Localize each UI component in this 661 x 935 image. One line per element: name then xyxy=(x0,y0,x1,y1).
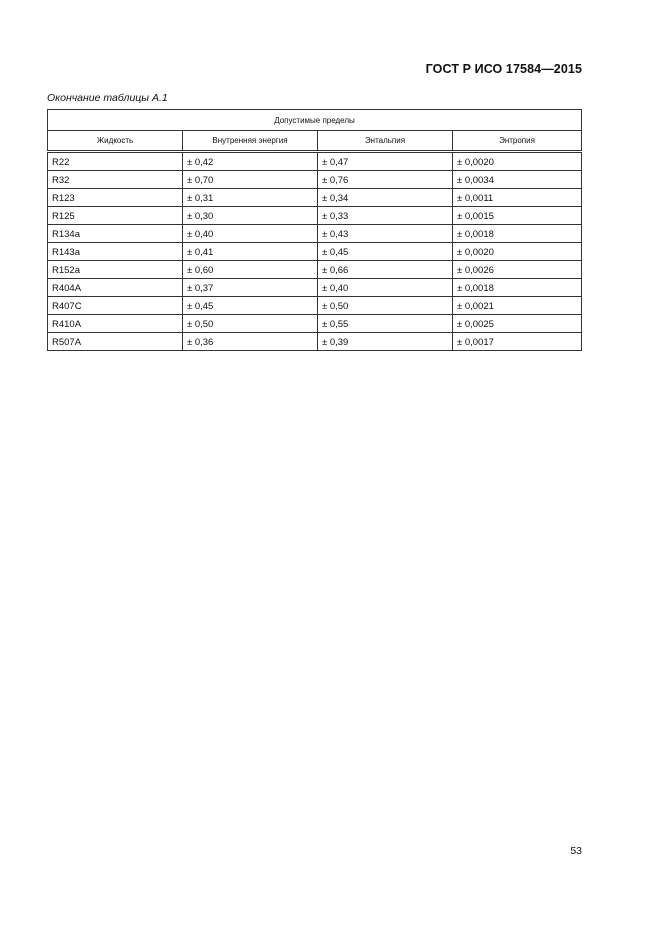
cell-fluid: R507A xyxy=(48,333,183,351)
document-code: ГОСТ Р ИСО 17584—2015 xyxy=(425,62,582,76)
table-row xyxy=(48,189,582,207)
cell-entropy: ± 0,0018 xyxy=(453,279,582,297)
table-row xyxy=(48,152,582,171)
cell-internal-energy: ± 0,40 xyxy=(183,225,318,243)
table-row xyxy=(48,297,582,315)
cell-internal-energy: ± 0,70 xyxy=(183,171,318,189)
cell-fluid: R404A xyxy=(48,279,183,297)
table-row xyxy=(48,243,582,261)
cell-enthalpy: ± 0,47 xyxy=(318,152,453,171)
cell-internal-energy: ± 0,45 xyxy=(183,297,318,315)
limits-table xyxy=(47,109,582,351)
cell-enthalpy: ± 0,39 xyxy=(318,333,453,351)
table-row xyxy=(48,333,582,351)
cell-fluid: R134a xyxy=(48,225,183,243)
table-group-header-row xyxy=(48,110,582,131)
cell-entropy: ± 0,0020 xyxy=(453,152,582,171)
cell-entropy: ± 0,0026 xyxy=(453,261,582,279)
cell-entropy: ± 0,0020 xyxy=(453,243,582,261)
table-row xyxy=(48,225,582,243)
cell-enthalpy: ± 0,34 xyxy=(318,189,453,207)
table-row xyxy=(48,171,582,189)
cell-internal-energy: ± 0,30 xyxy=(183,207,318,225)
page-number: 53 xyxy=(570,845,582,857)
cell-entropy: ± 0,0034 xyxy=(453,171,582,189)
cell-enthalpy: ± 0,43 xyxy=(318,225,453,243)
cell-fluid: R407C xyxy=(48,297,183,315)
cell-internal-energy: ± 0,50 xyxy=(183,315,318,333)
cell-fluid: R125 xyxy=(48,207,183,225)
column-header-enthalpy: Энтальпия xyxy=(318,131,453,152)
column-header-internal-energy: Внутренняя энергия xyxy=(183,131,318,152)
column-header-entropy: Энтропия xyxy=(453,131,582,152)
cell-enthalpy: ± 0,40 xyxy=(318,279,453,297)
table-row xyxy=(48,279,582,297)
cell-fluid: R22 xyxy=(48,152,183,171)
cell-enthalpy: ± 0,45 xyxy=(318,243,453,261)
cell-internal-energy: ± 0,31 xyxy=(183,189,318,207)
cell-internal-energy: ± 0,60 xyxy=(183,261,318,279)
cell-fluid: R143a xyxy=(48,243,183,261)
cell-fluid: R32 xyxy=(48,171,183,189)
cell-fluid: R123 xyxy=(48,189,183,207)
cell-enthalpy: ± 0,50 xyxy=(318,297,453,315)
cell-entropy: ± 0,0018 xyxy=(453,225,582,243)
cell-entropy: ± 0,0025 xyxy=(453,315,582,333)
group-header: Допустимые пределы xyxy=(48,110,582,131)
cell-internal-energy: ± 0,37 xyxy=(183,279,318,297)
table-column-header-row xyxy=(48,131,582,152)
cell-internal-energy: ± 0,42 xyxy=(183,152,318,171)
cell-entropy: ± 0,0017 xyxy=(453,333,582,351)
cell-fluid: R152a xyxy=(48,261,183,279)
cell-enthalpy: ± 0,76 xyxy=(318,171,453,189)
cell-entropy: ± 0,0011 xyxy=(453,189,582,207)
cell-enthalpy: ± 0,66 xyxy=(318,261,453,279)
cell-entropy: ± 0,0015 xyxy=(453,207,582,225)
table-row xyxy=(48,315,582,333)
cell-internal-energy: ± 0,36 xyxy=(183,333,318,351)
cell-enthalpy: ± 0,55 xyxy=(318,315,453,333)
cell-entropy: ± 0,0021 xyxy=(453,297,582,315)
table-row xyxy=(48,261,582,279)
cell-enthalpy: ± 0,33 xyxy=(318,207,453,225)
cell-internal-energy: ± 0,41 xyxy=(183,243,318,261)
table-caption: Окончание таблицы А.1 xyxy=(47,92,168,104)
column-header-fluid: Жидкость xyxy=(48,131,183,152)
cell-fluid: R410A xyxy=(48,315,183,333)
table-row xyxy=(48,207,582,225)
